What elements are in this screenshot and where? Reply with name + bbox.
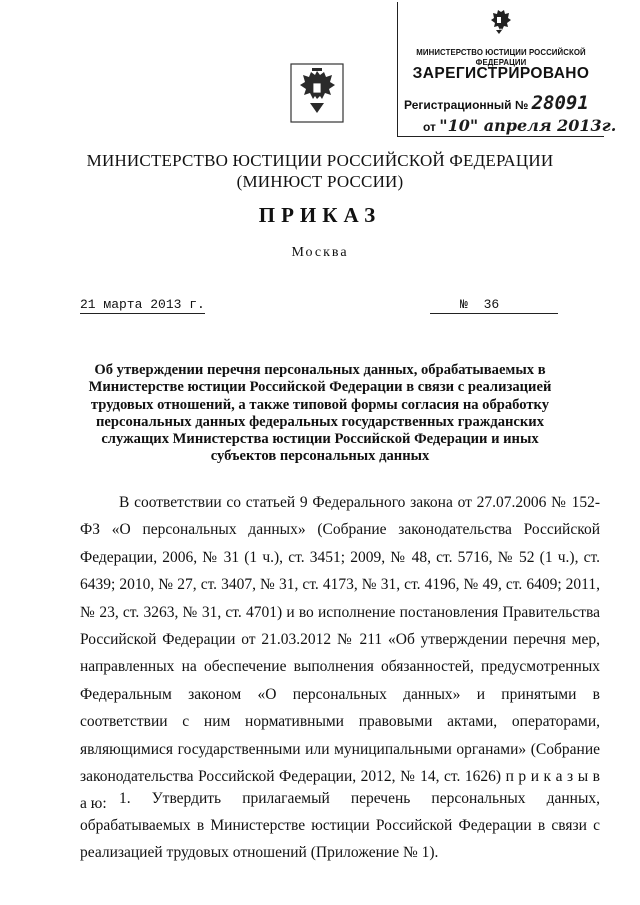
stamp-reg-number-line: [404, 92, 589, 114]
stamp-registered-label: ЗАРЕГИСТРИРОВАНО: [412, 65, 590, 82]
body-paragraph-1: В соответствии со статьей 9 Федерального закона от 27.07.2006 № 152-ФЗ «О персональных данных» (Собрание законодательства Российской Федерации, 2006, № 31 (1 ч.), ст. 3451; 2009, № 48, ст. 5716, № 52 (1 ч.), ст. 6439; 2010, № 27, ст. 3407, № 31, ст. 4173, № 31, ст. 4196, № 49, ст. 6409; 2011, № 23, ст. 3263, № 31, ст. 4701) и во исполнение постановления Правительства Российской Федерации от 21.03.2012 № 211 «Об утверждении перечня мер, направленных на обеспечение выполнения обязанностей, предусмотренных Федеральным законом «О персональных данных» и принятыми в соответствии с ним нормативными правовыми актами, операторами, являющимися государственными или муниципальными органами» (Собрание законодательства Российской Федерации, 2012, № 14, ст. 1626) п р и к а з ы в а ю:: [80, 494, 600, 813]
ministry-title-line2: (МИНЮСТ РОССИИ): [236, 172, 404, 191]
order-date: 21 марта 2013 г.: [80, 297, 205, 312]
order-number-label: №: [460, 297, 468, 312]
stamp-reg-number: 28091: [531, 92, 589, 114]
order-number: [430, 297, 558, 314]
stamp-date-line: [423, 116, 616, 135]
double-headed-eagle-icon: [486, 6, 512, 36]
registration-stamp: [397, 2, 617, 137]
stamp-date: "10" апреля 2013г.: [439, 116, 617, 135]
stamp-reg-label: Регистрационный №: [404, 98, 529, 112]
city-label: Москва: [291, 245, 349, 260]
coat-of-arms-icon: [290, 63, 344, 123]
order-number-value: 36: [483, 297, 500, 312]
order-title: ПРИКАЗ: [258, 203, 382, 227]
ministry-title-line1: МИНИСТЕРСТВО ЮСТИЦИИ РОССИЙСКОЙ ФЕДЕРАЦИИ: [86, 151, 554, 170]
stamp-date-prefix: от: [423, 120, 436, 134]
ministry-title: [0, 150, 640, 192]
body-paragraph-2: 1. Утвердить прилагаемый перечень персональных данных, обрабатываемых в Министерстве юстиции Российской Федерации в связи с реализацией трудовых отношений (Приложение № 1).: [80, 790, 600, 861]
order-subject: Об утверждении перечня персональных данных, обрабатываемых в Министерстве юстиции Российской Федерации в связи с реализацией трудовых отношений, а также типовой формы согласия на обработку персональных данных федеральных государственных гражданских служащих Министерства юстиции Российской Федерации и иных субъектов персональных данных: [88, 362, 552, 465]
stamp-ministry-label: МИНИСТЕРСТВО ЮСТИЦИИ РОССИЙСКОЙ ФЕДЕРАЦИИ: [416, 47, 586, 67]
